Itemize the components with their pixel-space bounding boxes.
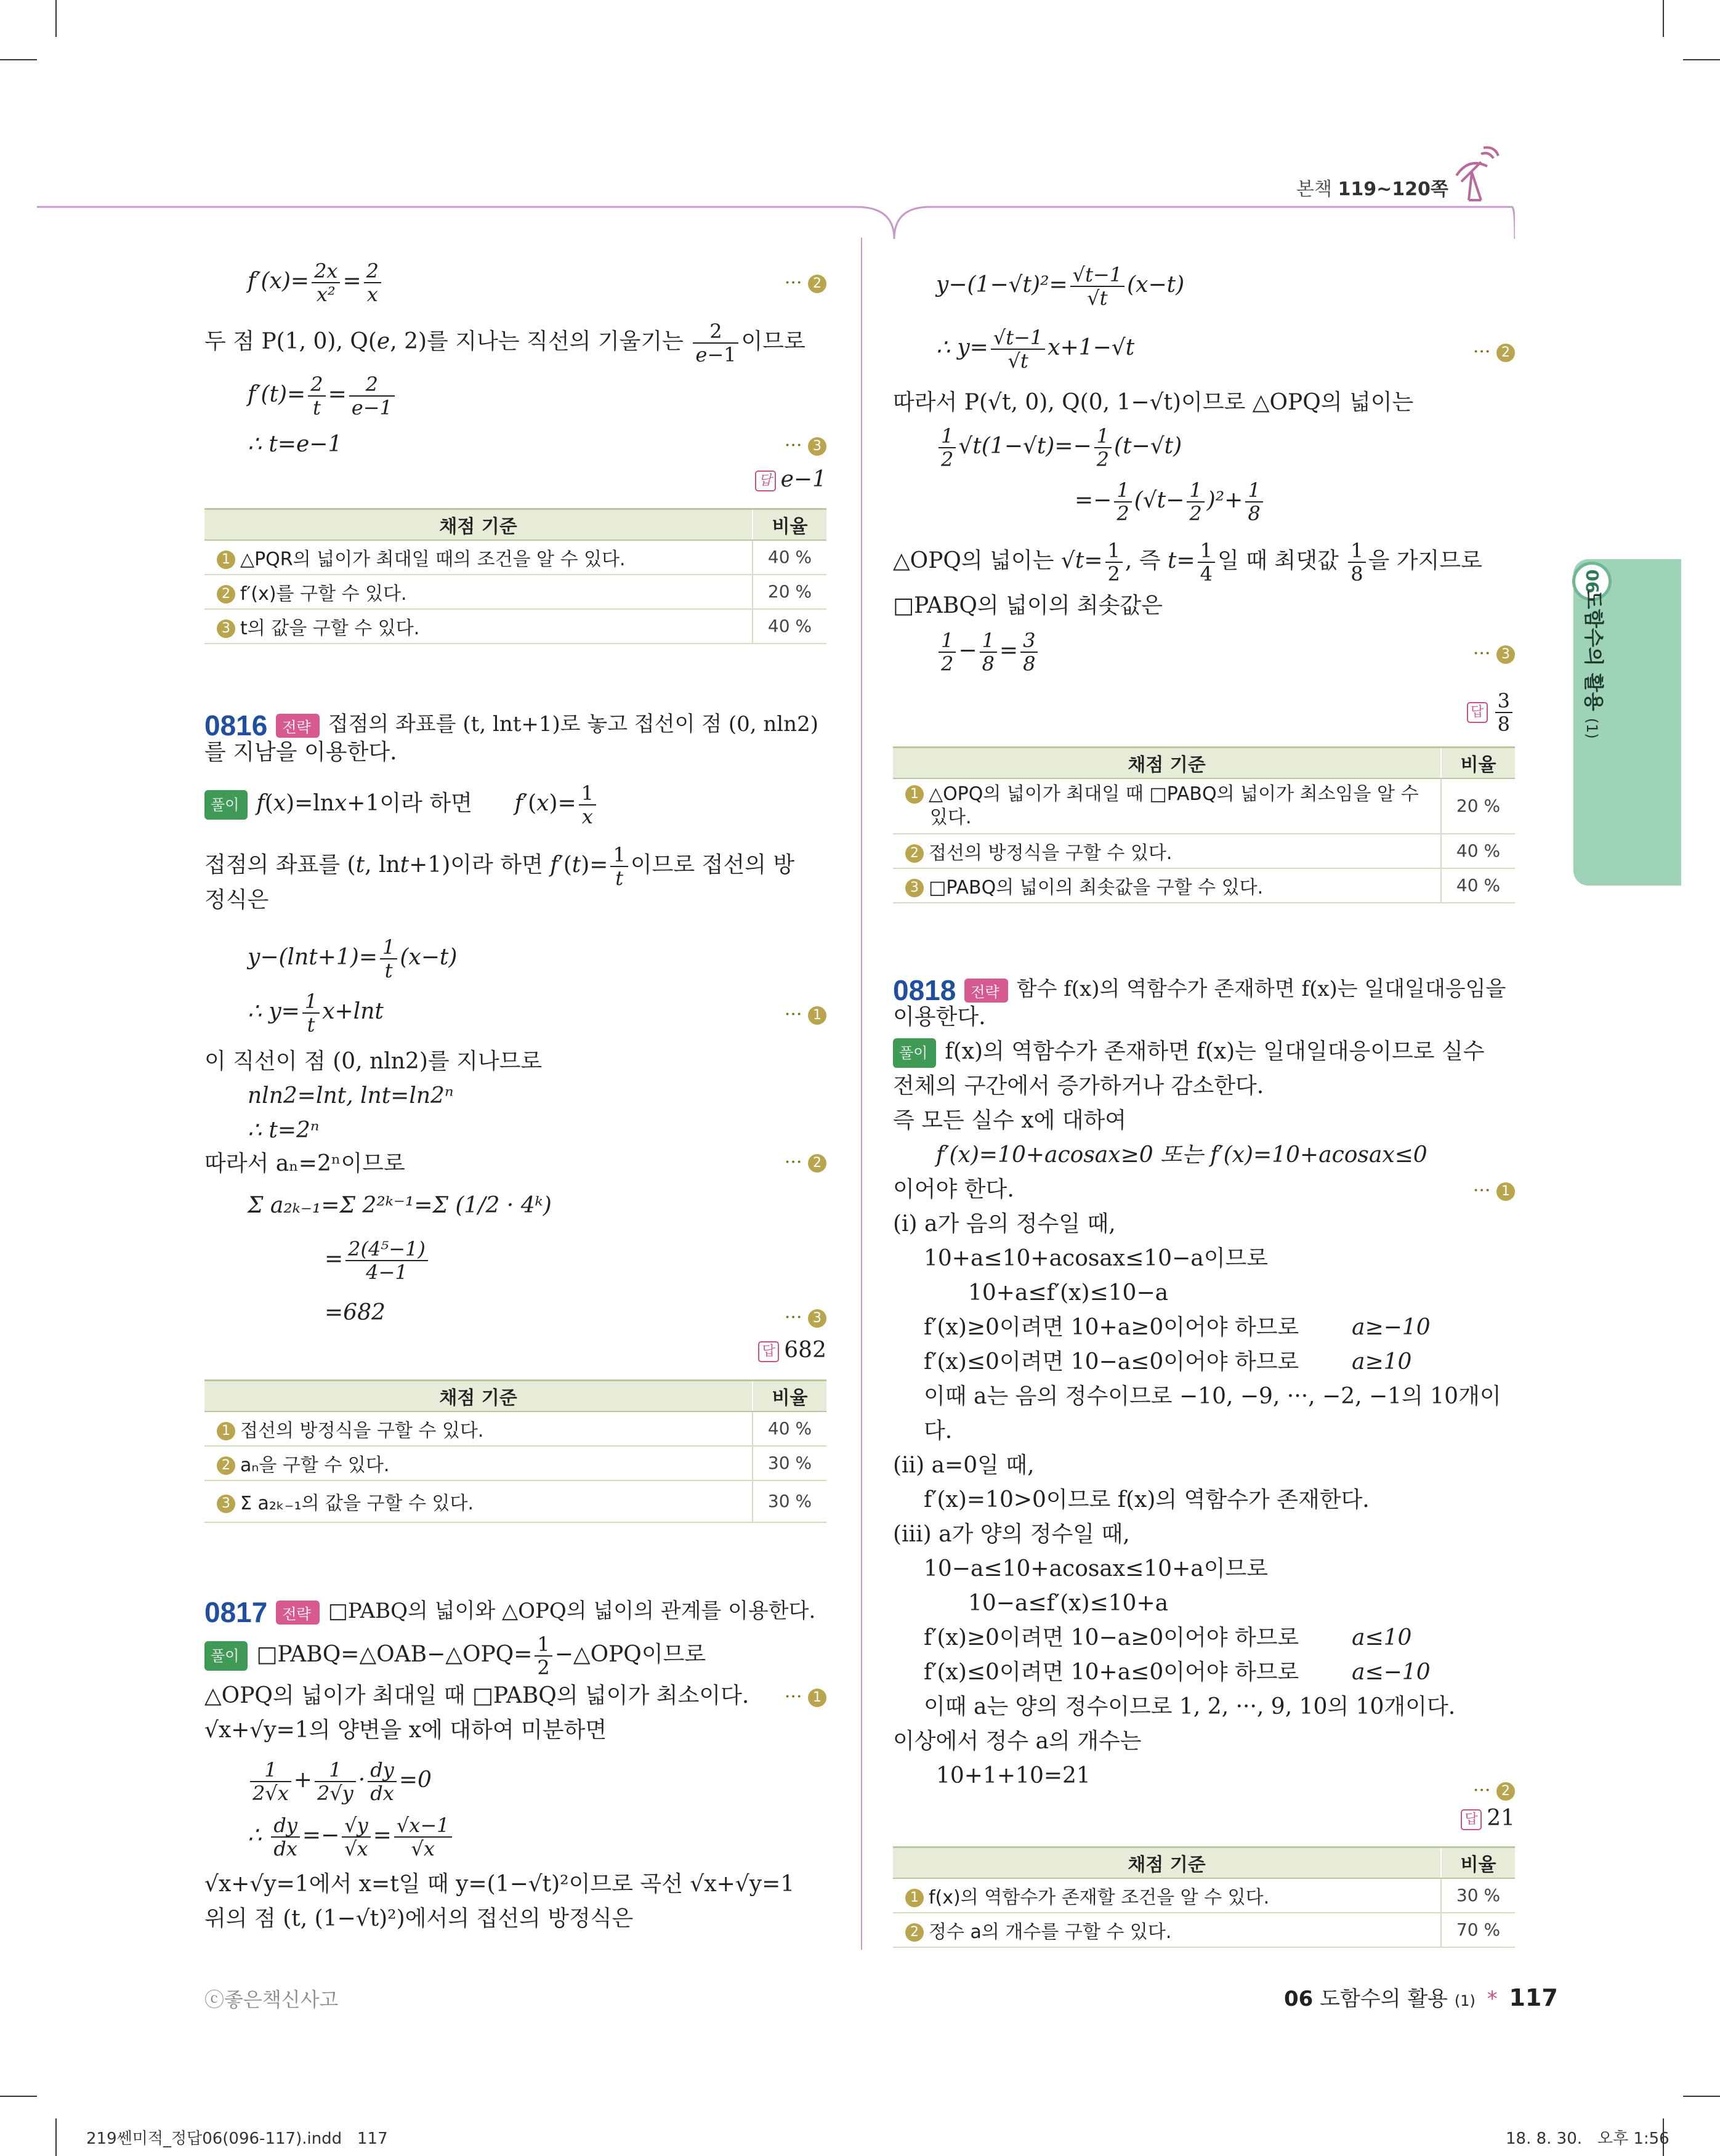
p0818-line-11: 이때 a는 음의 정수이므로 −10, −9, ···, −2, −1의 10개이 xyxy=(924,1384,1501,1409)
side-tab-sub: (1) xyxy=(1583,717,1601,739)
p0818-line-12: 다. xyxy=(924,1418,953,1443)
lt-line-3: f′(t)= $\frac{2}{t}$ = $\frac{2}{e-1}$ xyxy=(204,373,397,419)
p0816-line-10: Σ a₂ₖ₋₁=Σ 2²ᵏ⁻¹=Σ (1/2 · 4ᵏ) xyxy=(248,1193,552,1218)
p0818-line-9b: a≥−10 xyxy=(1352,1315,1431,1340)
p0818-line-6: (i) a가 음의 정수일 때, xyxy=(893,1211,1116,1237)
lt-marker-2: ··· 2 xyxy=(785,272,826,294)
p0818-line-4: f′(x)=10+acosax≥0 또는 f′(x)=10+acosax≤0 xyxy=(936,1142,1427,1168)
rt-marker-2: ··· 2 xyxy=(1473,341,1515,363)
t1-head-criteria: 채점 기준 xyxy=(204,509,753,540)
lt-line-1: f′(x)= $\frac{2x}{\text{x²}}$ = $\frac{2}{x}$ xyxy=(204,260,384,305)
p0818-line-10a: f′(x)≤0이려면 10−a≤0이어야 하므로 xyxy=(924,1349,1299,1375)
satellite-icon xyxy=(1444,145,1500,206)
p0817-line-2: △OPQ의 넓이가 최대일 때 □PABQ의 넓이가 최소이다. xyxy=(204,1683,749,1708)
p0818-line-7: 10+a≤10+acosax≤10−a이므로 xyxy=(924,1246,1269,1271)
p0816-marker-3: ··· 3 xyxy=(785,1307,826,1328)
t1-row-3: 3 t의 값을 구할 수 있다. xyxy=(204,609,753,644)
p0818-line-22: 10+1+10=21 xyxy=(936,1763,1091,1788)
p0818-line-3: 즉 모든 실수 x에 대하여 xyxy=(893,1108,1127,1133)
p0818-line-9a: f′(x)≥0이려면 10+a≥0이어야 하므로 xyxy=(924,1315,1299,1340)
t4-row-1: 1 f(x)의 역함수가 존재할 조건을 알 수 있다. xyxy=(893,1878,1441,1913)
p0817-line-4: $\frac{1}{2√x}$ + $\frac{1}{2√y}$ · $\frac{dy}{dx}$ =0 xyxy=(204,1759,432,1804)
p0818-answer: 답 21 xyxy=(1461,1806,1515,1831)
p0816-line-9: 따라서 aₙ=2ⁿ이므로 xyxy=(204,1151,405,1176)
rt-marker-3: ··· 3 xyxy=(1473,643,1515,664)
footer-chapter xyxy=(1284,1982,1558,2012)
page-ref-pages: 119~120쪽 xyxy=(1338,179,1448,200)
lt-line-4: ∴ t=e−1 xyxy=(248,432,342,457)
p0818-line-14: f′(x)=10>0이므로 f(x)의 역함수가 존재한다. xyxy=(924,1487,1370,1512)
t2-row-3: 3 Σ a₂ₖ₋₁의 값을 구할 수 있다. xyxy=(204,1480,753,1522)
p0818-line-18b: a≤10 xyxy=(1352,1625,1412,1650)
p0818-marker-2: ··· 2 xyxy=(1473,1780,1515,1801)
p0816-line-5: ∴ y= $\frac{1}{t}$ x+lnt xyxy=(248,990,384,1036)
t1-row-2: 2 f′(x)를 구할 수 있다. xyxy=(204,575,753,609)
t2-row-1: 1 접선의 방정식을 구할 수 있다. xyxy=(204,1411,753,1446)
lt-line-2: 두 점 P(1, 0), Q(e, 2)를 지나는 직선의 기울기는 $\frac{2}{e-1}$ 이므로 xyxy=(204,320,805,366)
p0816-line-12: =682 xyxy=(325,1300,386,1325)
p0818-marker-1: ··· 1 xyxy=(1473,1180,1515,1201)
page-ref-label: 본책 xyxy=(1296,179,1332,200)
p0817-line-7: 위의 점 (t, (1−√t)²)에서의 접선의 방정식은 xyxy=(204,1906,634,1931)
column-divider xyxy=(861,238,862,1950)
scoring-table-4: 채점 기준 비율 1 f(x)의 역함수가 존재할 조건을 알 수 있다. 30 % 2 정수 a의 개수를 구할 수 있다. 70 % xyxy=(893,1846,1515,1948)
rt-line-1: y−(1−√t)²= $\frac{√t-1}{√t}$ (x−t) xyxy=(936,263,1185,310)
header-rule xyxy=(37,202,1515,245)
p0816-line-3: 정식은 xyxy=(204,887,269,913)
p0816-answer: 답 682 xyxy=(758,1338,826,1363)
p0816-marker-1: ··· 1 xyxy=(785,1004,826,1025)
rt-answer: 답 $\frac{3}{8}$ xyxy=(1467,690,1515,735)
footer-chapter-title: 도함수의 활용 xyxy=(1320,1987,1448,2011)
p0818-line-8: 10+a≤f′(x)≤10−a xyxy=(968,1280,1169,1306)
side-tab-title-text: 도함수의 활용 xyxy=(1582,590,1605,711)
p0818-line-13: (ii) a=0일 때, xyxy=(893,1453,1035,1478)
rt-line-3: 따라서 P(√t, 0), Q(0, 1−√t)이므로 △OPQ의 넓이는 xyxy=(893,390,1414,415)
rt-line-4: $\frac{1}{2}$ √t(1−√t)=− $\frac{1}{2}$ (t−√t) xyxy=(893,425,1182,470)
p0816-marker-2: ··· 2 xyxy=(785,1152,826,1173)
t2-head-ratio: 비율 xyxy=(753,1381,826,1411)
p0817-line-3: √x+√y=1의 양변을 x에 대하여 미분하면 xyxy=(204,1718,607,1743)
t1-head-ratio: 비율 xyxy=(753,509,826,540)
lt-answer: 답 e−1 xyxy=(755,467,826,492)
slug-date: 18. 8. 30. 오후 1:56 xyxy=(1506,2130,1670,2148)
p0818-strategy-2: 이용한다. xyxy=(893,1004,986,1030)
rt-line-8: $\frac{1}{2}$ − $\frac{1}{8}$ = $\frac{3}{8}$ xyxy=(893,629,1040,675)
answer-icon: 답 xyxy=(755,470,776,491)
p0818-line-2: 전체의 구간에서 증가하거나 감소한다. xyxy=(893,1073,1264,1099)
footer-star-icon: * xyxy=(1487,1987,1498,2011)
t1-row-1: 1 △PQR의 넓이가 최대일 때의 조건을 알 수 있다. xyxy=(204,540,753,575)
t3-row-3: 3 □PABQ의 넓이의 최솟값을 구할 수 있다. xyxy=(893,868,1441,903)
p0818-line-10b: a≥10 xyxy=(1352,1349,1412,1375)
t4-row-2: 2 정수 a의 개수를 구할 수 있다. xyxy=(893,1913,1441,1947)
p0816-line-4: y−(lnt+1)= $\frac{1}{t}$ (x−t) xyxy=(248,935,458,982)
p0818-line-21: 이상에서 정수 a의 개수는 xyxy=(893,1729,1142,1754)
t3-row-1: 1 △OPQ의 넓이가 최대일 때 □PABQ의 넓이가 최소임을 알 수 있다. xyxy=(893,778,1441,834)
t2-row-2: 2 aₙ을 구할 수 있다. xyxy=(204,1446,753,1480)
scoring-table-2: 채점 기준 비율 1 접선의 방정식을 구할 수 있다. 40 % 2 aₙ을 구할 수 있다. 30 % 3 Σ a₂ₖ₋₁의 값을 구할 수 있다. 30 % xyxy=(204,1379,826,1523)
page-number: 117 xyxy=(1509,1984,1558,2011)
page-reference xyxy=(1296,174,1448,201)
scoring-table-3: 채점 기준 비율 1 △OPQ의 넓이가 최대일 때 □PABQ의 넓이가 최소임을 알 수 있다. 20 % 2 접선의 방정식을 구할 수 있다. 40 % 3 □PABQ의 넓이의 최솟값을 구할 수 있다. 40 % xyxy=(893,746,1515,903)
p0818-line-16: 10−a≤10+acosax≤10+a이므로 xyxy=(924,1556,1269,1581)
rt-line-6: △OPQ의 넓이는 √t= $\frac{1}{2}$ , 즉 t= $\frac{1}{4}$ 일 때 최댓값 $\frac{1}{8}$ 을 가지므로 xyxy=(893,539,1482,586)
t2-head-criteria: 채점 기준 xyxy=(204,1381,753,1411)
p0817-line-5: ∴ $\frac{dy}{dx}$ =− $\frac{√y}{√x}$ = $\frac{√x-1}{√x}$ xyxy=(204,1814,454,1860)
t4-head-ratio: 비율 xyxy=(1441,1847,1515,1878)
p0818-line-18a: f′(x)≥0이려면 10−a≥0이어야 하므로 xyxy=(924,1625,1299,1650)
p0817-line-6: √x+√y=1에서 x=t일 때 y=(1−√t)²이므로 곡선 √x+√y=1 xyxy=(204,1871,795,1897)
p0816-line-2: 접점의 좌표를 (t, lnt+1)이라 하면 f′(t)= $\frac{1}{t}$ 이므로 접선의 방 xyxy=(204,843,795,890)
p0818-line-1: 풀이 f(x)의 역함수가 존재하면 f(x)는 일대일대응이므로 실수 xyxy=(893,1038,1485,1068)
p0816-line-6: 이 직선이 점 (0, nln2)를 지나므로 xyxy=(204,1049,543,1074)
p0817-line-1: 풀이 □PABQ=△OAB−△OPQ= $\frac{1}{2}$ −△OPQ이므로 xyxy=(204,1633,706,1679)
copyright: ⓒ좋은책신사고 xyxy=(204,1988,339,2011)
scoring-table-1: 채점 기준 비율 1 △PQR의 넓이가 최대일 때의 조건을 알 수 있다. 40 % 2 f′(x)를 구할 수 있다. 20 % 3 t의 값을 구할 수 있다. 40 % xyxy=(204,508,826,644)
footer-chapter-num: 06 xyxy=(1284,1987,1314,2011)
p0816-line-8: ∴ t=2ⁿ xyxy=(248,1118,320,1143)
p0817-marker-1: ··· 1 xyxy=(785,1686,826,1708)
p0816-strategy-2: 를 지남을 이용한다. xyxy=(204,740,397,765)
side-tab-title xyxy=(1581,590,1609,812)
problem-0816-header: 0816 전략 접점의 좌표를 (t, lnt+1)로 놓고 접선이 점 (0, nln2) xyxy=(204,709,818,741)
problem-0818-header: 0818 전략 함수 f(x)의 역함수가 존재하면 f(x)는 일대일대응임을 xyxy=(893,974,1506,1006)
p0816-line-11: = $\frac{\text{2(4⁵−1)}}{4-1}$ xyxy=(204,1238,430,1283)
slug-file: 219쎈미적_정답06(096-117).indd 117 xyxy=(86,2130,388,2148)
problem-0817-header: 0817 전략 □PABQ의 넓이와 △OPQ의 넓이의 관계를 이용한다. xyxy=(204,1596,816,1628)
side-tab-number: 06 xyxy=(1572,562,1612,601)
p0816-line-7: nln2=lnt, lnt=ln2ⁿ xyxy=(248,1083,454,1108)
t3-head-ratio: 비율 xyxy=(1441,748,1515,778)
rt-line-5: =− $\frac{1}{2}$ (√t− $\frac{1}{2}$ )²+ $\frac{1}{8}$ xyxy=(893,479,1266,525)
lt-marker-3: ··· 3 xyxy=(785,435,826,456)
p0818-line-15: (iii) a가 양의 정수일 때, xyxy=(893,1522,1130,1547)
p0818-line-19b: a≤−10 xyxy=(1352,1660,1431,1685)
t3-row-2: 2 접선의 방정식을 구할 수 있다. xyxy=(893,834,1441,868)
p0818-line-5: 이어야 한다. xyxy=(893,1177,1014,1202)
p0818-line-19a: f′(x)≤0이려면 10+a≤0이어야 하므로 xyxy=(924,1660,1299,1685)
t4-head-criteria: 채점 기준 xyxy=(893,1847,1441,1878)
p0816-line-1: 풀이 f(x)=lnx+1이라 하면 f′(x)= $\frac{1}{x}$ xyxy=(204,782,599,828)
footer-chapter-sub: (1) xyxy=(1454,1992,1476,2009)
t3-head-criteria: 채점 기준 xyxy=(893,748,1441,778)
rt-line-7: □PABQ의 넓이의 최솟값은 xyxy=(893,593,1163,618)
p0818-line-17: 10−a≤f′(x)≤10+a xyxy=(968,1591,1169,1616)
p0818-line-20: 이때 a는 양의 정수이므로 1, 2, ···, 9, 10의 10개이다. xyxy=(924,1694,1456,1719)
rt-line-2: ∴ y= $\frac{√t-1}{√t}$ x+1−√t xyxy=(936,326,1135,373)
